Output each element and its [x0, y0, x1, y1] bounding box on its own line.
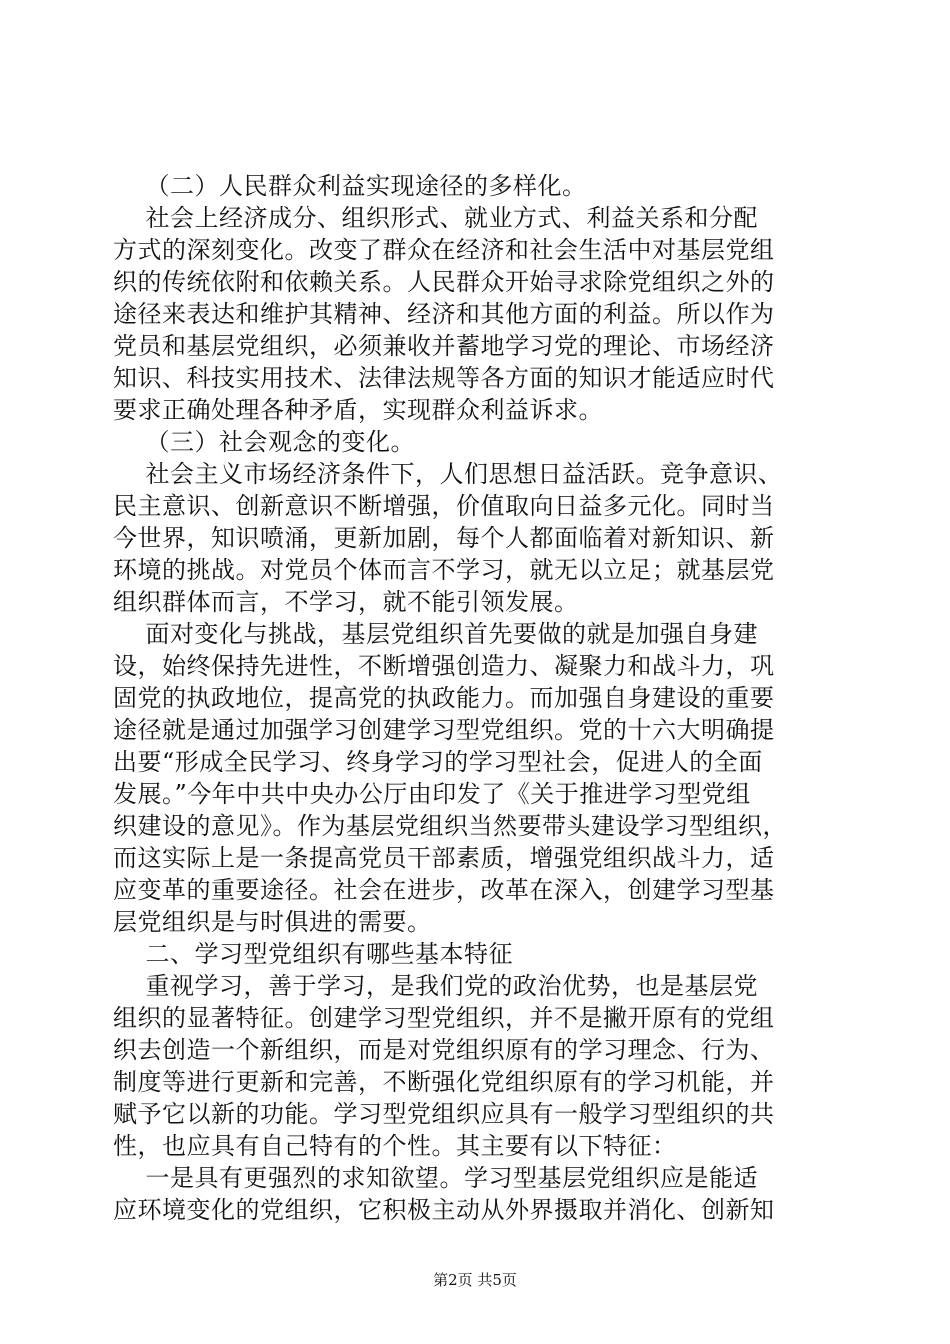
text-line: 二、学习型党组织有哪些基本特征 [113, 940, 514, 968]
text-line: 重视学习，善于学习，是我们党的政治优势，也是基层党 [113, 972, 759, 1000]
text-line: 赋予它以新的功能。学习型党组织应具有一般学习型组织的共 [113, 1100, 775, 1128]
page-number-footer: 第2页 共5页 [433, 1271, 517, 1289]
text-line: 织的传统依附和依赖关系。人民群众开始寻求除党组织之外的 [113, 268, 775, 296]
text-line: 面对变化与挑战，基层党组织首先要做的就是加强自身建 [113, 620, 759, 648]
text-line: 途径就是通过加强学习创建学习型党组织。党的十六大明确提 [113, 716, 775, 744]
text-line: 要求正确处理各种矛盾，实现群众利益诉求。 [113, 396, 603, 424]
text-line: 固党的执政地位，提高党的执政能力。而加强自身建设的重要 [113, 684, 775, 712]
text-line: 层党组织是与时俱进的需要。 [113, 908, 432, 936]
text-line: 制度等进行更新和完善，不断强化党组织原有的学习机能，并 [113, 1068, 775, 1096]
text-line: 知识、科技实用技术、法律法规等各方面的知识才能适应时代 [113, 364, 775, 392]
text-line: 民主意识、创新意识不断增强，价值取向日益多元化。同时当 [113, 492, 775, 520]
text-line: 应环境变化的党组织，它积极主动从外界摄取并消化、创新知 [113, 1196, 775, 1224]
text-line: （三）社会观念的变化。 [113, 428, 416, 456]
text-line: 社会主义市场经济条件下，人们思想日益活跃。竞争意识、 [113, 460, 783, 488]
text-line: （二）人民群众利益实现途径的多样化。 [113, 172, 587, 200]
text-line: 出要“形成全民学习、终身学习的学习型社会，促进人的全面 [113, 748, 763, 776]
text-line: 组织群体而言，不学习，就不能引领发展。 [113, 588, 579, 616]
text-line: 环境的挑战。对党员个体而言不学习，就无以立足；就基层党 [113, 556, 775, 584]
text-line: 途径来表达和维护其精神、经济和其他方面的利益。所以作为 [113, 300, 775, 328]
text-line: 设，始终保持先进性，不断增强创造力、凝聚力和战斗力，巩 [113, 652, 775, 680]
text-line: 一是具有更强烈的求知欲望。学习型基层党组织应是能适 [113, 1164, 759, 1192]
text-line: 性，也应具有自己特有的个性。其主要有以下特征： [113, 1132, 677, 1160]
text-line: 发展。”今年中共中央办公厅由印发了《关于推进学习型党组 [113, 780, 751, 808]
text-line: 织去创造一个新组织，而是对党组织原有的学习理念、行为、 [113, 1036, 775, 1064]
text-line: 社会上经济成分、组织形式、就业方式、利益关系和分配 [113, 204, 759, 232]
text-line: 今世界，知识喷涌，更新加剧，每个人都面临着对新知识、新 [113, 524, 775, 552]
document-body [113, 170, 843, 1226]
text-line: 应变革的重要途径。社会在进步，改革在深入，创建学习型基 [113, 876, 775, 904]
text-line: 而这实际上是一条提高党员干部素质，增强党组织战斗力，适 [113, 844, 775, 872]
text-line: 组织的显著特征。创建学习型党组织，并不是撇开原有的党组 [113, 1004, 775, 1032]
text-line: 织建设的意见》。作为基层党组织当然要带头建设学习型组织， [113, 812, 787, 840]
text-line: 方式的深刻变化。改变了群众在经济和社会生活中对基层党组 [113, 236, 775, 264]
text-line: 党员和基层党组织，必须兼收并蓄地学习党的理论、市场经济 [113, 332, 775, 360]
